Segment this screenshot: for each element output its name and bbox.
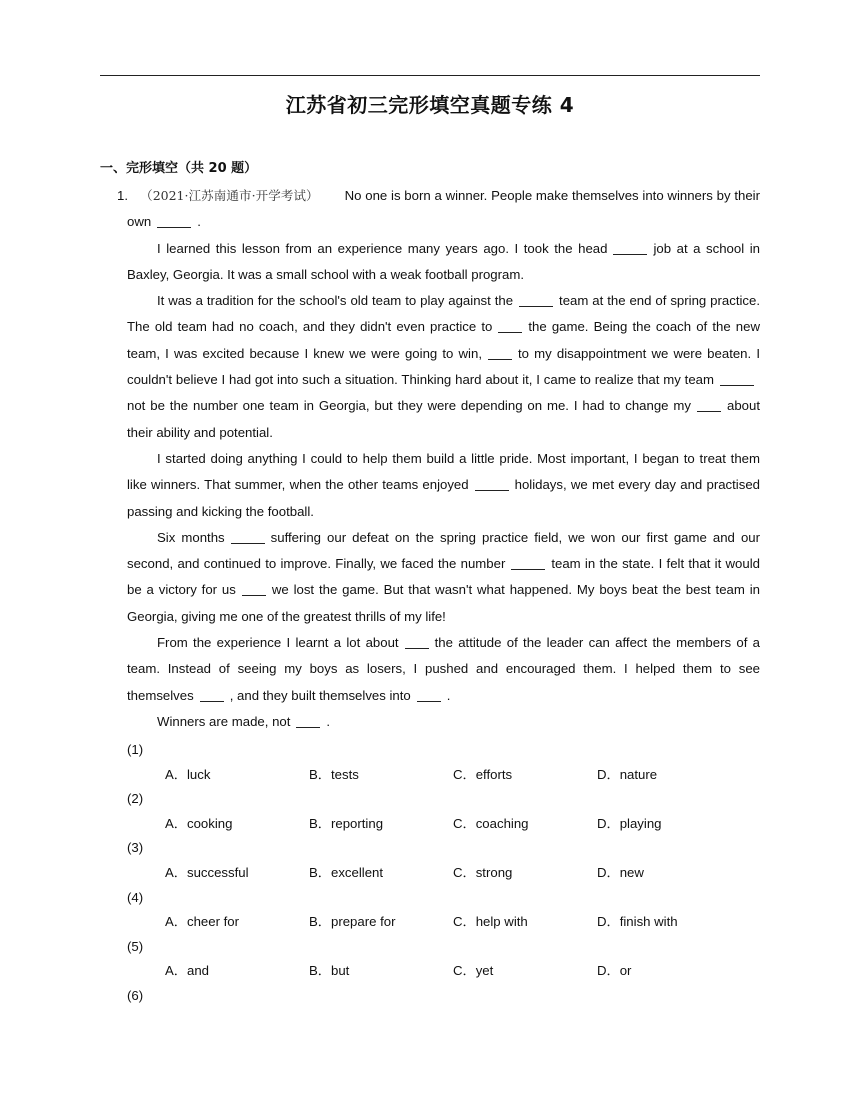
sub-question-number: (6) bbox=[127, 987, 144, 1003]
section-heading: 一、完形填空（共 20 题） bbox=[100, 161, 258, 176]
option-b[interactable]: B．reporting bbox=[309, 815, 384, 831]
sub-question-number: (5) bbox=[127, 938, 144, 954]
passage-text: to my disappointment we were beaten. I couldn't believe I had got into such a situation. Thinking hard about it, I came to realize that my team bbox=[127, 345, 760, 388]
answer-blank bbox=[405, 634, 429, 649]
option-d[interactable]: D．or bbox=[597, 963, 632, 979]
option-a[interactable]: A．cooking bbox=[165, 815, 233, 831]
option-b[interactable]: B．but bbox=[309, 963, 350, 979]
option-b[interactable]: B．tests bbox=[309, 766, 359, 782]
passage-text: It was a tradition for the school's old team to play against the bbox=[157, 293, 514, 309]
option-a[interactable]: A．luck bbox=[165, 766, 211, 782]
passage-text: job at a school in Baxley, Georgia. It was a small school with a weak football program. bbox=[127, 240, 760, 282]
answer-blank bbox=[231, 529, 265, 544]
answer-blank bbox=[613, 240, 647, 255]
answer-blank bbox=[475, 476, 509, 491]
question-source: （2021·江苏南通市·开学考试） bbox=[140, 188, 319, 203]
option-c[interactable]: C．strong bbox=[453, 864, 513, 880]
option-c[interactable]: C．efforts bbox=[453, 766, 513, 782]
passage-text: team in the state. I felt that it would be a victory for us bbox=[127, 556, 760, 598]
option-a[interactable]: A．successful bbox=[165, 864, 249, 880]
option-b[interactable]: B．excellent bbox=[309, 864, 384, 880]
passage-text: I started doing anything I could to help them build a little pride. Most important, I began to treat them like winners. That summer, when the other teams enjoyed bbox=[127, 450, 760, 493]
header-rule bbox=[100, 75, 760, 76]
passage-paragraph bbox=[127, 236, 760, 289]
option-d[interactable]: D．finish with bbox=[597, 914, 678, 930]
option-d[interactable]: D．nature bbox=[597, 766, 658, 782]
passage-text: about their ability and potential. bbox=[127, 398, 760, 440]
sub-question-number: (2) bbox=[127, 791, 144, 807]
passage-paragraph bbox=[127, 446, 760, 525]
option-a[interactable]: A．cheer for bbox=[165, 914, 240, 930]
option-row bbox=[127, 812, 760, 837]
passage-paragraph bbox=[127, 288, 760, 446]
passage-text: the attitude of the leader can affect the members of a team. Instead of seeing my boys as losers, I pushed and encouraged them. I helped them to see themselves bbox=[127, 635, 760, 703]
passage-text: holidays, we met every day and practised passing and kicking the football. bbox=[127, 477, 761, 519]
page-title: 江苏省初三完形填空真题专练 4 bbox=[285, 93, 575, 117]
passage-paragraph bbox=[127, 525, 760, 630]
sub-question-number: (3) bbox=[127, 840, 144, 856]
option-c[interactable]: C．help with bbox=[453, 914, 528, 930]
passage-text: we lost the game. But that wasn't what happened. My boys beat the best team in Georgia, giving me one of the greatest thrills of my life! bbox=[127, 582, 760, 624]
sub-question-number: (4) bbox=[127, 889, 144, 905]
option-row bbox=[127, 861, 760, 886]
passage-text: I learned this lesson from an experience many years ago. I took the head bbox=[157, 240, 608, 256]
passage-text: . bbox=[446, 687, 451, 703]
answer-blank bbox=[157, 213, 191, 228]
passage-text: No one is born a winner. People make themselves into winners by their own bbox=[127, 188, 760, 230]
answer-blank bbox=[296, 713, 320, 728]
passage-text: team at the end of spring practice. The old team had no coach, and they didn't even practice to bbox=[127, 293, 760, 335]
passage-text: Winners are made, not bbox=[157, 713, 291, 729]
answer-blank bbox=[720, 371, 754, 386]
passage-paragraph bbox=[127, 709, 760, 735]
answer-blank bbox=[242, 581, 266, 596]
passage-paragraph bbox=[127, 630, 760, 709]
answer-blank bbox=[498, 318, 522, 333]
cloze-passage bbox=[117, 183, 761, 735]
passage-text: not be the number one team in Georgia, but they were depending on me. I had to change my bbox=[127, 398, 691, 414]
answer-blank bbox=[488, 345, 512, 360]
option-c[interactable]: C．coaching bbox=[453, 815, 529, 831]
option-row bbox=[127, 959, 760, 984]
option-d[interactable]: D．new bbox=[597, 864, 644, 880]
option-row bbox=[127, 763, 760, 788]
option-a[interactable]: A．and bbox=[165, 963, 209, 979]
answer-blank bbox=[519, 292, 553, 307]
passage-text: . bbox=[326, 713, 331, 729]
option-d[interactable]: D．playing bbox=[597, 815, 662, 831]
option-b[interactable]: B．prepare for bbox=[309, 914, 396, 930]
option-c[interactable]: C．yet bbox=[453, 963, 494, 979]
passage-paragraph bbox=[117, 183, 760, 236]
passage-text: the game. Being the coach of the new team, I was excited because I knew we were going to win, bbox=[127, 319, 760, 361]
passage-text: From the experience I learnt a lot about bbox=[157, 635, 399, 651]
question-number: 1. bbox=[117, 188, 128, 203]
options-list bbox=[127, 738, 760, 1009]
passage-text: , and they built themselves into bbox=[229, 687, 411, 703]
answer-blank bbox=[697, 397, 721, 412]
passage-text: . bbox=[197, 214, 201, 230]
answer-blank bbox=[511, 555, 545, 570]
passage-text: suffering our defeat on the spring practice field, we won our first game and our second, and continued to improve. Finally, we faced the number bbox=[127, 529, 760, 572]
answer-blank bbox=[200, 687, 224, 702]
option-row bbox=[127, 910, 760, 935]
passage-text: Six months bbox=[157, 529, 225, 545]
answer-blank bbox=[417, 687, 441, 702]
sub-question-number: (1) bbox=[127, 742, 144, 757]
